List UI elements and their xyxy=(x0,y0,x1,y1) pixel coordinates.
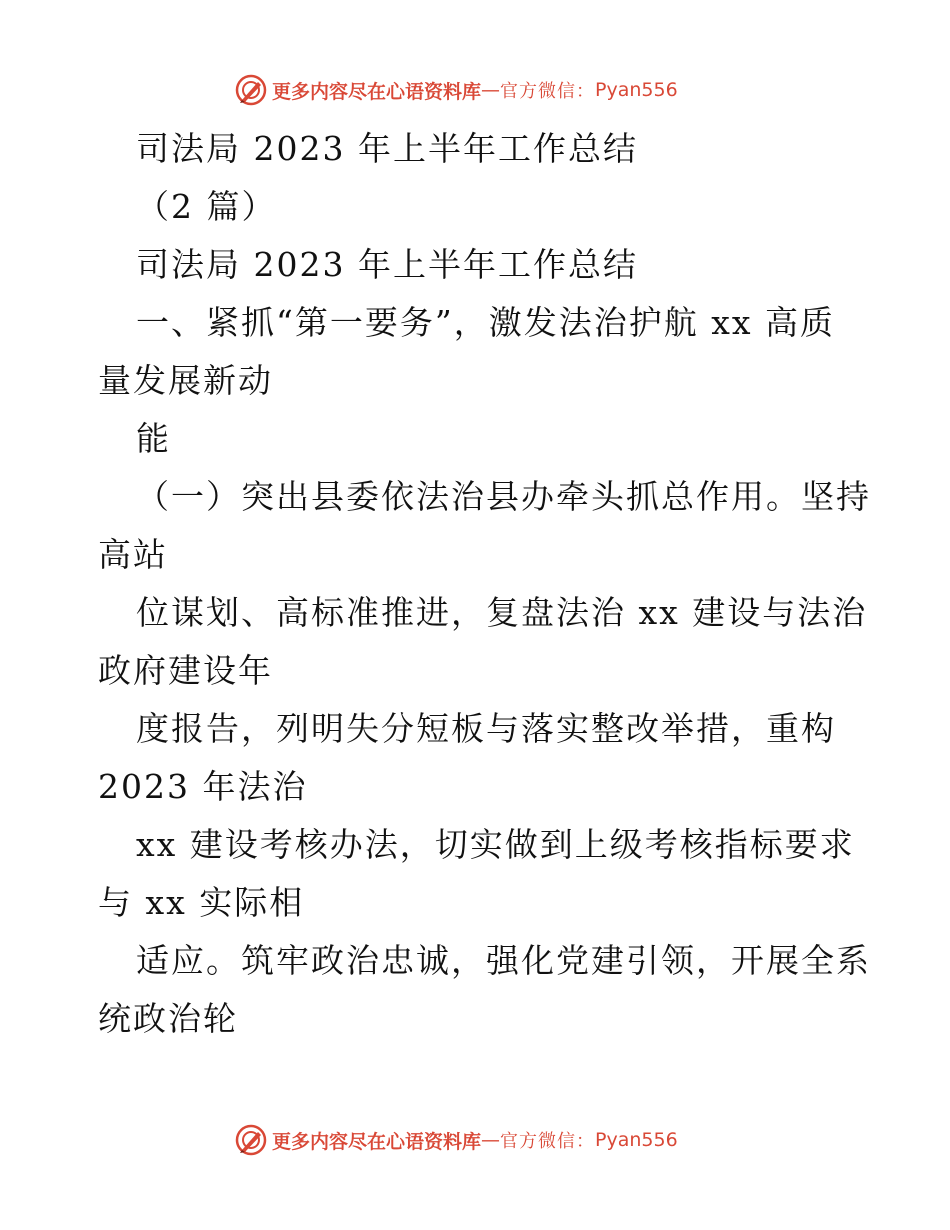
wechat-label: 官方微信： xyxy=(500,81,596,102)
doc-line: 政府建设年 xyxy=(98,651,273,690)
doc-line: 度报告，列明失分短板与落实整改举措，重构 xyxy=(136,709,836,748)
banner-text: 更多内容尽在心语资料库 xyxy=(272,1130,482,1153)
footer-watermark xyxy=(234,1122,678,1158)
doc-line: 司法局 2023 年上半年工作总结 xyxy=(136,245,638,284)
banner-text: 更多内容尽在心语资料库 xyxy=(272,80,482,103)
doc-line: 高站 xyxy=(98,535,168,574)
wechat-id: Pyan556 xyxy=(595,79,678,101)
doc-line: 位谋划、高标准推进，复盘法治 xx 建设与法治 xyxy=(136,593,868,632)
doc-line: 2023 年法治 xyxy=(98,767,308,806)
pen-logo-icon xyxy=(234,1123,268,1157)
doc-line: （一）突出县委依法治县办牵头抓总作用。坚持 xyxy=(136,477,871,516)
wechat-label: 官方微信： xyxy=(500,1131,596,1152)
doc-line: 适应。筑牢政治忠诚，强化党建引领，开展全系 xyxy=(136,941,871,980)
doc-line: 能 xyxy=(136,419,171,458)
doc-line: 与 xx 实际相 xyxy=(98,883,305,922)
doc-line: 司法局 2023 年上半年工作总结 xyxy=(136,129,638,168)
doc-line: 量发展新动 xyxy=(98,361,273,400)
wechat-id: Pyan556 xyxy=(595,1129,678,1151)
banner-separator: — xyxy=(481,1129,501,1151)
doc-line: （2 篇） xyxy=(136,187,277,226)
header-watermark xyxy=(234,72,678,108)
doc-line: 一、紧抓“第一要务”，激发法治护航 xx 高质 xyxy=(136,303,835,342)
doc-line: 统政治轮 xyxy=(98,999,238,1038)
document-body xyxy=(98,120,871,1048)
doc-line: xx 建设考核办法，切实做到上级考核指标要求 xyxy=(136,825,855,864)
pen-logo-icon xyxy=(234,73,268,107)
banner-separator: — xyxy=(481,79,501,101)
